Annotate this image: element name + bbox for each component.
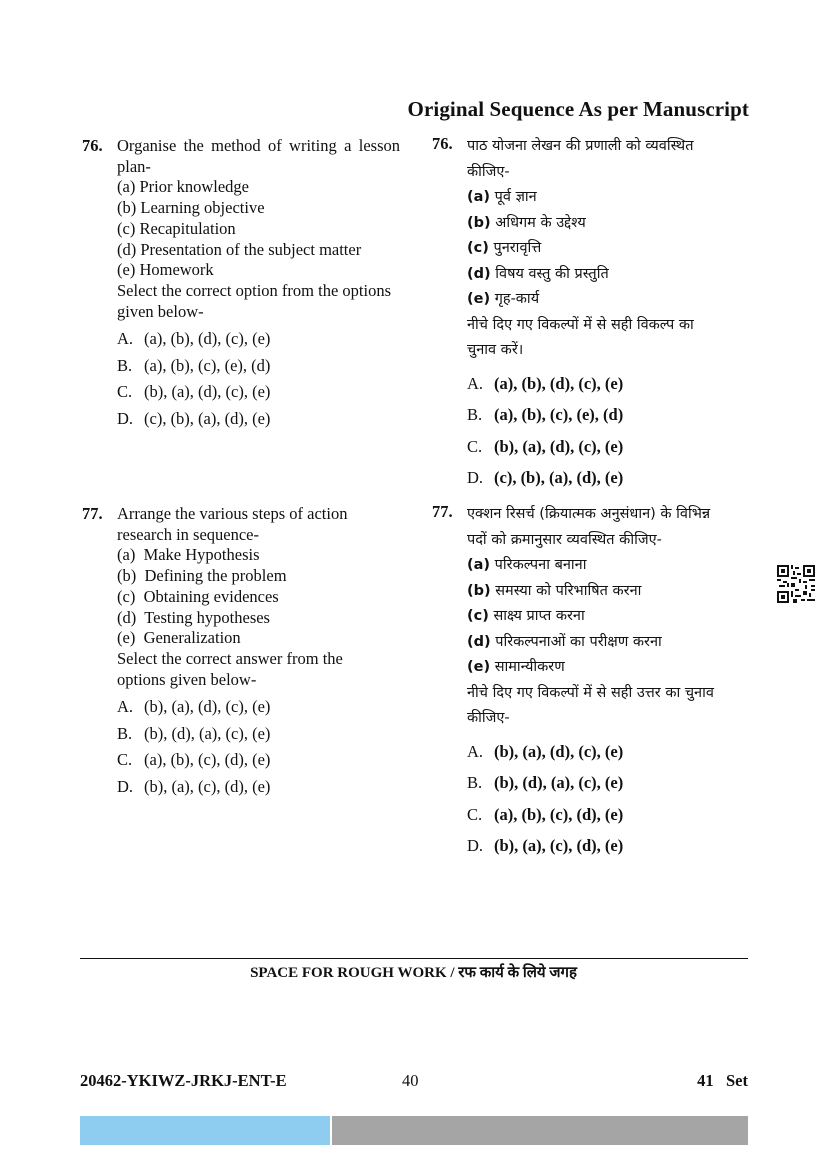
option-letter: D. [117, 776, 134, 796]
list-item: (a) Make Hypothesis [117, 545, 260, 565]
option-a[interactable] [117, 326, 400, 353]
question-instruction: नीचे दिए गए विकल्पों में से सही विकल्प का [467, 316, 694, 333]
item-text: साक्ष्य प्राप्त करना [493, 608, 585, 624]
option-text: (b), (a), (c), (d), (e) [144, 776, 271, 796]
list-item [467, 236, 752, 262]
option-text: (b), (a), (d), (c), (e) [494, 741, 624, 761]
item-text: विषय वस्तु की प्रस्तुति [495, 265, 609, 282]
item-key: (d) [467, 265, 491, 282]
page-title: Original Sequence As per Manuscript [407, 97, 749, 121]
item-key: (a) [467, 189, 491, 205]
item-key: (a) [467, 557, 491, 573]
item-key: (b) [467, 582, 491, 599]
question-instruction: Select the correct answer from the options given below- [117, 648, 343, 689]
option-text: (a), (b), (d), (c), (e) [494, 373, 624, 393]
option-text: (c), (b), (a), (d), (e) [144, 408, 271, 428]
option-a[interactable] [467, 368, 752, 400]
option-letter: B. [467, 773, 483, 792]
question-number: 76. [432, 134, 453, 153]
question-instruction-cont: कीजिए- [467, 710, 510, 726]
paper-code: 20462-YKIWZ-JRKJ-ENT-E [80, 1071, 287, 1090]
question-77-hindi [432, 502, 752, 862]
question-number: 77. [82, 504, 103, 523]
option-text: (c), (b), (a), (d), (e) [494, 468, 624, 487]
question-stem: Organise the method of writing a lesson plan- [117, 136, 400, 176]
item-key: (c) [467, 608, 489, 624]
list-item [467, 211, 752, 237]
question-stem-cont: कीजिए- [467, 163, 510, 180]
question-76-hindi [432, 134, 752, 494]
option-c[interactable] [117, 747, 400, 774]
option-letter: C. [117, 382, 133, 402]
rough-work-label: SPACE FOR ROUGH WORK / रफ कार्य के लिये जगह [250, 965, 577, 981]
list-item [467, 262, 752, 288]
question-instruction: Select the correct option from the options given below- [117, 280, 392, 321]
list-item: (e) Generalization [117, 628, 241, 648]
option-letter: C. [117, 750, 133, 770]
list-item [467, 553, 752, 579]
item-key: (c) [467, 240, 489, 256]
option-c[interactable] [117, 379, 400, 406]
question-number: 77. [432, 502, 453, 521]
question-number: 76. [82, 136, 103, 155]
list-item [467, 630, 752, 656]
option-text: (a), (b), (c), (e), (d) [494, 405, 624, 424]
option-letter: C. [467, 436, 483, 456]
option-letter: C. [467, 804, 483, 824]
list-item: (b) Defining the problem [117, 566, 287, 586]
list-item [467, 604, 752, 630]
list-item: (a) Prior knowledge [117, 177, 249, 197]
option-text: (a), (b), (c), (d), (e) [494, 804, 624, 824]
option-text: (a), (b), (c), (e), (d) [144, 355, 271, 375]
option-text: (b), (d), (a), (c), (e) [144, 723, 271, 743]
option-text: (b), (a), (c), (d), (e) [494, 836, 624, 855]
question-instruction-cont: चुनाव करें। [467, 342, 524, 358]
list-item: (e) Homework [117, 260, 214, 280]
item-text: समस्या को परिभाषित करना [495, 582, 642, 599]
list-item [467, 655, 752, 681]
option-letter: D. [117, 408, 134, 428]
option-letter: B. [467, 405, 483, 424]
option-letter: A. [467, 741, 484, 761]
item-text: पुनरावृत्ति [493, 240, 542, 256]
option-text: (b), (a), (d), (c), (e) [494, 436, 624, 456]
question-instruction: नीचे दिए गए विकल्पों में से सही उत्तर का चुनाव [467, 684, 714, 701]
option-b[interactable] [467, 399, 752, 431]
option-letter: A. [117, 329, 134, 349]
item-key: (e) [467, 291, 491, 307]
option-b[interactable] [467, 767, 752, 799]
question-stem: Arrange the various steps of action research in sequence- [117, 504, 348, 544]
option-letter: D. [467, 836, 484, 855]
question-stem-cont: पदों को क्रमानुसार व्यवस्थित कीजिए- [467, 531, 662, 548]
list-item: (c) Obtaining evidences [117, 586, 279, 606]
item-text: अधिगम के उद्देश्य [495, 214, 586, 231]
item-text: परिकल्पनाओं का परीक्षण करना [495, 633, 662, 650]
list-item [467, 579, 752, 605]
option-text: (b), (a), (d), (c), (e) [144, 382, 271, 402]
option-letter: B. [117, 355, 133, 375]
option-d[interactable] [117, 774, 400, 801]
option-text: (b), (d), (a), (c), (e) [494, 773, 624, 792]
item-key: (d) [467, 633, 491, 650]
list-item [467, 287, 752, 313]
list-item: (d) Presentation of the subject matter [117, 239, 362, 259]
list-item: (b) Learning objective [117, 198, 265, 218]
option-letter: B. [117, 723, 133, 743]
option-text: (b), (a), (d), (c), (e) [144, 697, 271, 717]
option-c[interactable] [467, 799, 752, 831]
option-d[interactable] [117, 406, 400, 433]
item-text: गृह-कार्य [494, 291, 540, 307]
question-stem: पाठ योजना लेखन की प्रणाली को व्यवस्थित [467, 138, 694, 154]
list-item [467, 185, 752, 211]
option-c[interactable] [467, 431, 752, 463]
item-key: (b) [467, 214, 491, 231]
footer-bar-right [332, 1116, 748, 1145]
option-letter: D. [467, 468, 484, 487]
list-item: (d) Testing hypotheses [117, 607, 270, 627]
item-key: (e) [467, 659, 491, 675]
set-label: 41 Set [697, 1071, 748, 1090]
item-text: पूर्व ज्ञान [494, 189, 537, 205]
option-text: (a), (b), (d), (c), (e) [144, 329, 271, 349]
option-text: (a), (b), (c), (d), (e) [144, 750, 271, 770]
divider [80, 958, 748, 959]
question-76-english [82, 136, 400, 432]
option-letter: A. [117, 697, 134, 717]
footer-bar-left [80, 1116, 330, 1145]
list-item: (c) Recapitulation [117, 218, 236, 238]
option-a[interactable] [467, 736, 752, 768]
qr-code-icon [777, 565, 815, 603]
option-b[interactable] [117, 353, 400, 380]
option-a[interactable] [117, 694, 400, 721]
question-77-english [82, 504, 400, 800]
item-text: परिकल्पना बनाना [494, 557, 587, 573]
option-b[interactable] [117, 721, 400, 748]
page-number: 40 [402, 1071, 419, 1090]
option-letter: A. [467, 373, 484, 393]
question-stem: एक्शन रिसर्च (क्रियात्मक अनुसंधान) के विभिन्न [467, 506, 711, 522]
option-d[interactable] [467, 462, 752, 494]
item-text: सामान्यीकरण [494, 659, 565, 675]
option-d[interactable] [467, 830, 752, 862]
